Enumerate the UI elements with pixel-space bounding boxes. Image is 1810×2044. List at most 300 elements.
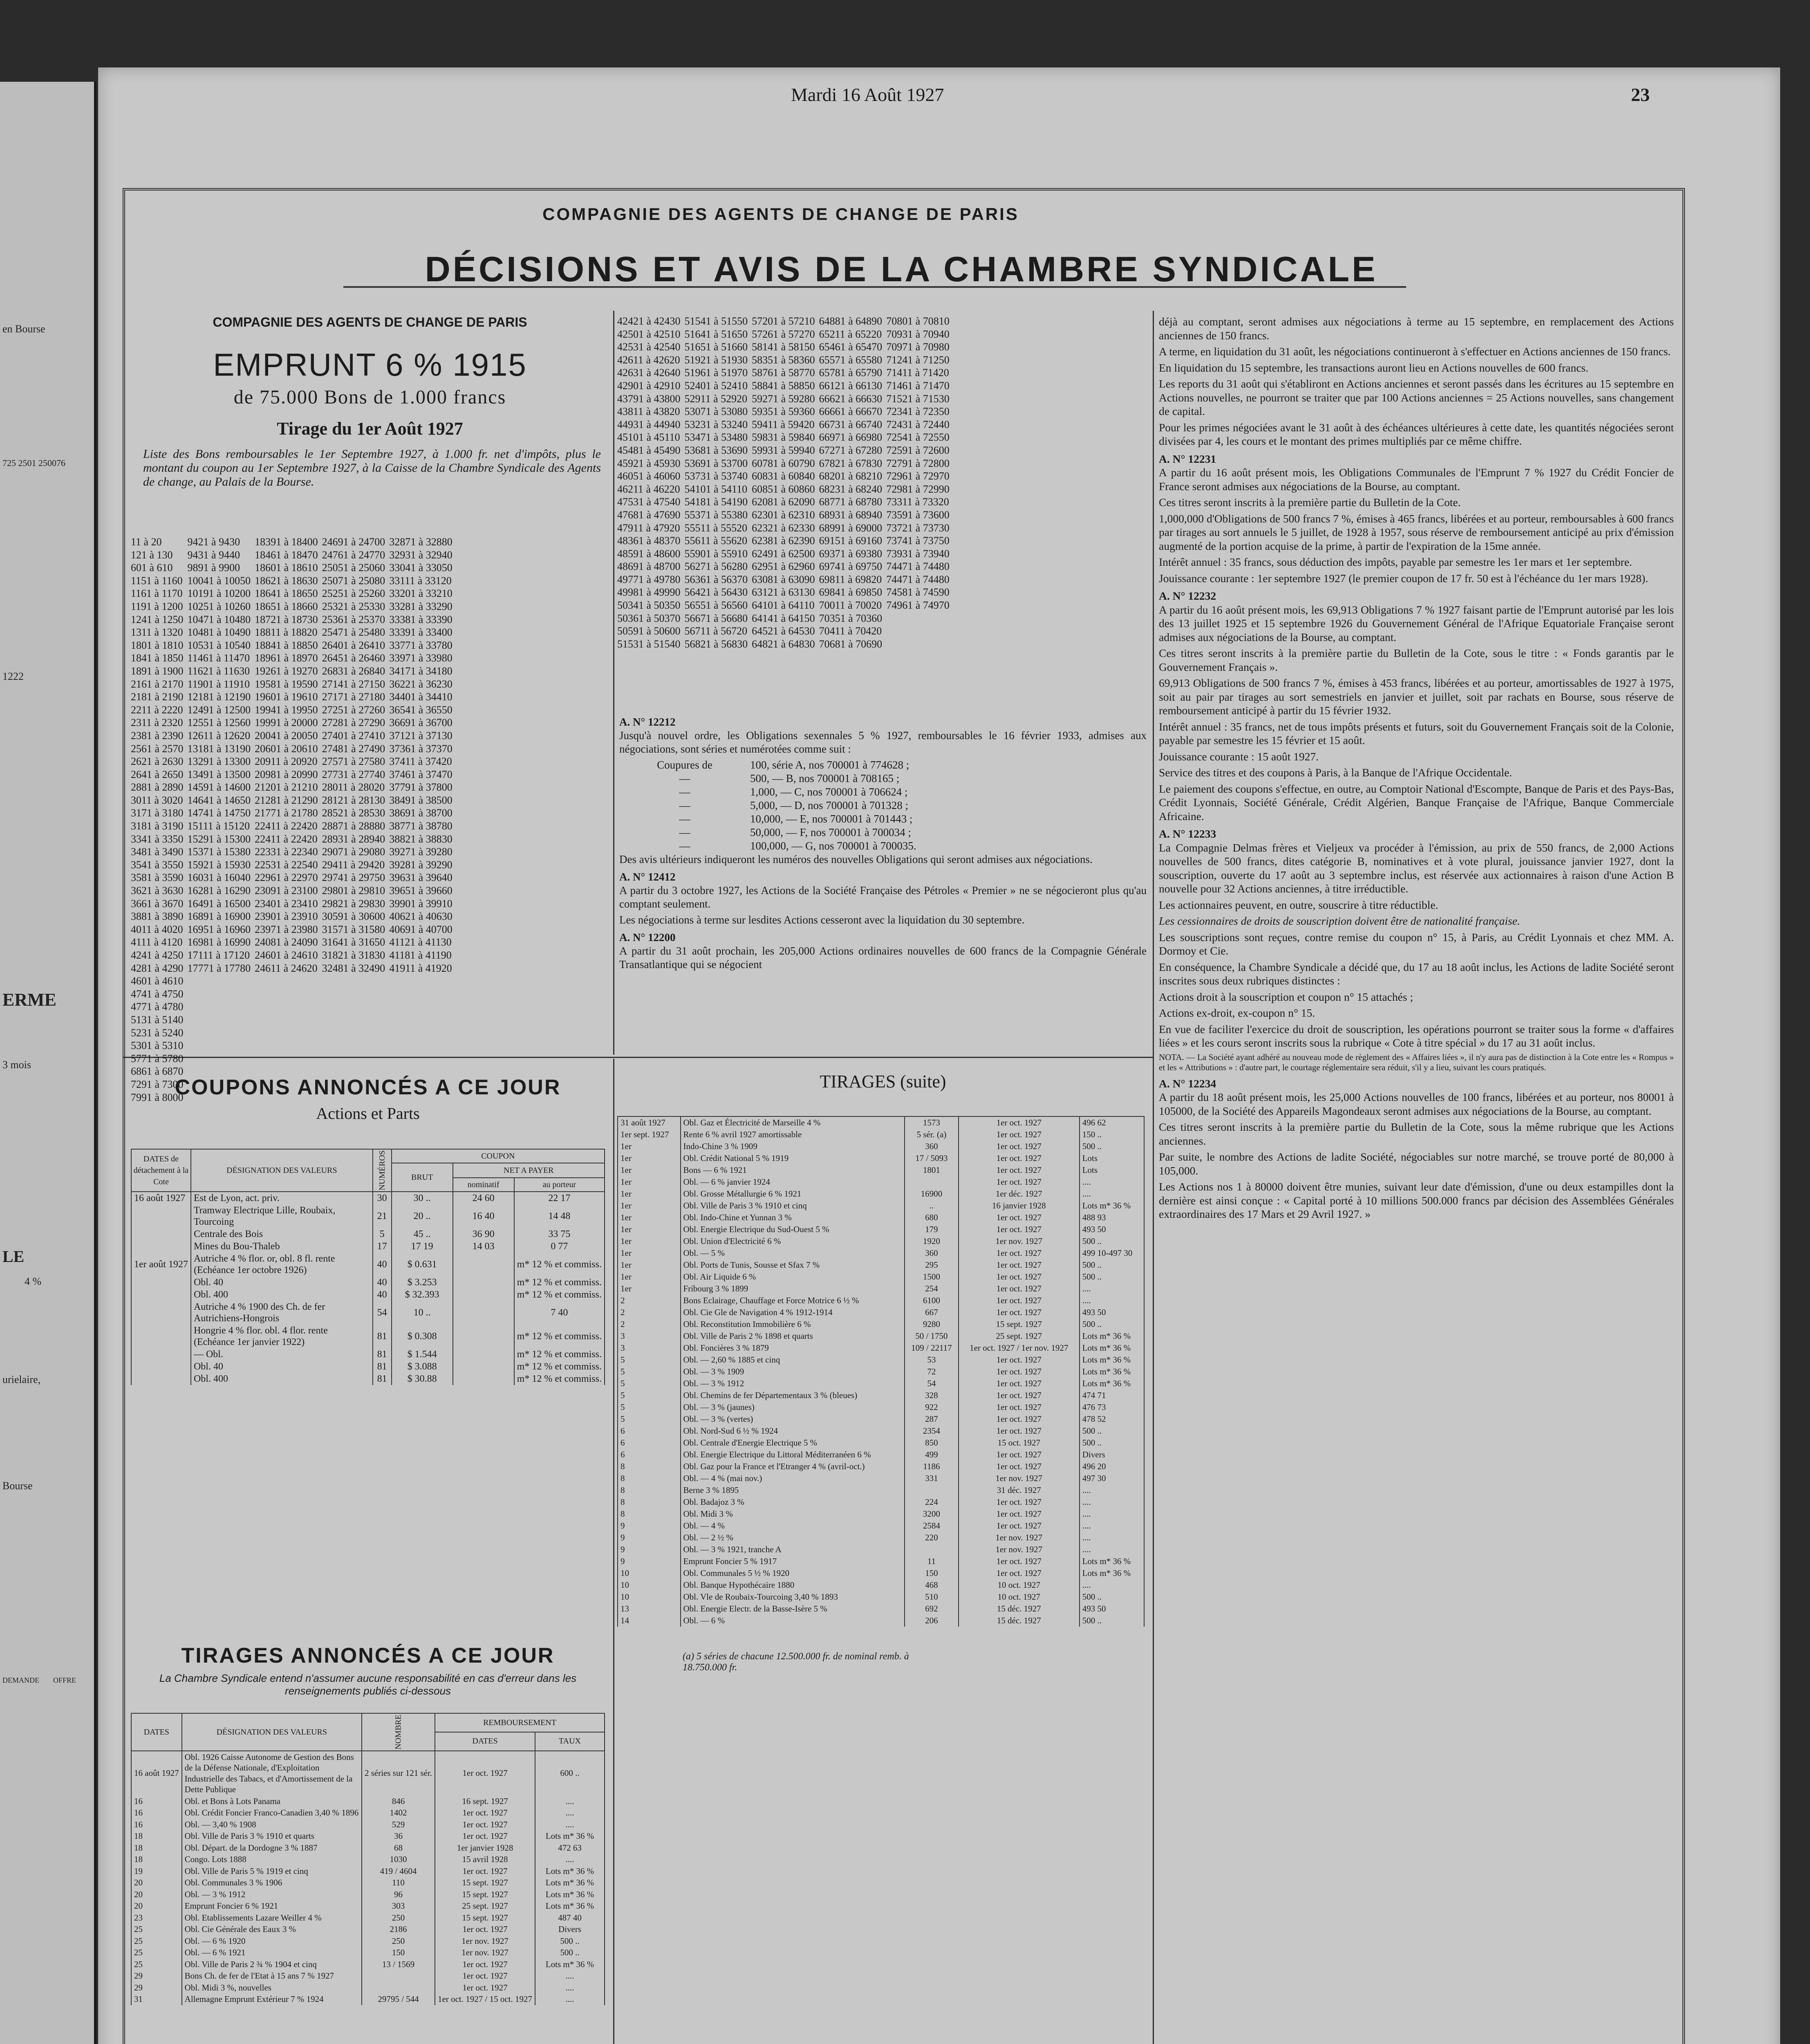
table-row: [131, 1853, 605, 1865]
bond-number-range: 22961 à 22970: [255, 872, 318, 884]
bond-number-range: 68931 à 68940: [819, 509, 883, 521]
cell-date-remb: 1er oct. 1927: [959, 1508, 1080, 1520]
cell-brut: 30 ..: [392, 1192, 453, 1204]
table-row: [131, 1982, 605, 1994]
cell-taux: 150 ..: [1080, 1129, 1144, 1141]
bond-number-range: 70411 à 70420: [819, 625, 882, 637]
bond-number-range: 54101 à 54110: [684, 483, 748, 495]
prev-page-fragment: 1222: [2, 670, 24, 682]
cell-taux: Lots m* 36 %: [535, 1900, 605, 1912]
avis-text: A partir du 16 août présent mois, les 69,913 Obligations 7 % 1927 faisant partie de l'Emprunt autorisé par les lois des 13 juillet 1925 et 15 septembre 1926 du Gouvernement Général de l'Afrique Equatoriale Française seront admises aux négociations de la Bourse, au comptant.: [1159, 603, 1674, 643]
bond-number-range: 23091 à 23100: [255, 885, 318, 897]
cell-designation: Bons Eclairage, Chauffage et Force Motrice 6 ½ %: [681, 1295, 905, 1307]
bond-number-range: 121 à 130: [131, 549, 173, 561]
prev-page-fragment: 4 %: [25, 1275, 42, 1287]
cell-nombre: 499: [905, 1449, 959, 1461]
cell-taux: ....: [535, 1807, 605, 1819]
cell-date: 10: [618, 1579, 681, 1591]
avis-text: Service des titres et des coupons à Paris, à la Banque de l'Afrique Occidentale.: [1159, 766, 1512, 779]
bond-number-range: 24601 à 24610: [255, 949, 318, 961]
bond-number-range: 18961 à 18970: [255, 652, 318, 664]
bond-number-range: 56821 à 56830: [684, 638, 748, 650]
bond-number-range: 13181 à 13190: [187, 742, 251, 755]
cell-nominatif: [453, 1301, 514, 1325]
bond-number-range: 60831 à 60840: [752, 470, 815, 482]
bond-number-range: 41911 à 41920: [389, 962, 452, 974]
series-row: [619, 785, 1147, 799]
bond-number-range: 16981 à 16990: [187, 936, 251, 948]
number-range-column: [131, 536, 184, 1104]
cell-date: 1er août 1927: [131, 1253, 191, 1276]
bond-number-range: 64141 à 64150: [752, 612, 815, 624]
cell-date-remb: 1er oct. 1927: [959, 1425, 1080, 1437]
bond-number-range: 4771 à 4780: [131, 1001, 184, 1013]
table-row: [618, 1283, 1144, 1295]
cell-designation: Obl. — 3 % 1921, tranche A: [681, 1544, 905, 1555]
cell-taux: Lots m* 36 %: [1080, 1378, 1144, 1390]
cell-nominatif: [453, 1289, 514, 1301]
bond-number-range: 22411 à 22420: [255, 820, 318, 832]
bond-number-range: 51641 à 51650: [684, 328, 748, 340]
table-row: [131, 1970, 605, 1982]
coupons-table-body: [131, 1192, 605, 1385]
bond-number-range: 39631 à 39640: [389, 872, 452, 884]
bond-number-range: 42501 à 42510: [617, 328, 681, 340]
cell-designation: Obl. — 4 %: [681, 1520, 905, 1532]
cell-designation: — Obl.: [191, 1348, 373, 1360]
bond-number-range: 39901 à 39910: [389, 897, 452, 910]
company-name: COMPAGNIE DES AGENTS DE CHANGE DE PARIS: [542, 204, 1019, 224]
cell-taux: 487 40: [535, 1912, 605, 1924]
cell-taux: Lots m* 36 %: [1080, 1342, 1144, 1354]
bond-number-range: 28121 à 28130: [322, 794, 385, 806]
bond-number-range: 12491 à 12500: [187, 704, 251, 716]
cell-date: 31: [131, 1993, 182, 2005]
cell-date-remb: 1er oct. 1927: [435, 1865, 535, 1877]
col-header-nombre: NOMBRE: [362, 1713, 435, 1751]
cell-date: 1er: [618, 1188, 681, 1200]
bond-number-range: 71241 à 71250: [886, 354, 950, 366]
cell-designation: Obl. — 2,60 % 1885 et cinq: [681, 1354, 905, 1366]
bond-number-range: 74471 à 74480: [886, 560, 950, 573]
bond-number-range: 51921 à 51930: [684, 354, 748, 366]
table-row: [618, 1366, 1144, 1378]
cell-date: 10: [618, 1567, 681, 1579]
bond-number-range: 10191 à 10200: [187, 587, 251, 600]
cell-taux: 600 ..: [535, 1751, 605, 1795]
bond-number-range: 70681 à 70690: [819, 638, 883, 650]
cell-designation: Obl. Ville de Paris 3 % 1910 et quarts: [182, 1830, 362, 1842]
cell-designation: Obl. — 6 %: [681, 1615, 905, 1627]
bond-number-range: 70931 à 70940: [886, 328, 950, 340]
avis-text: Les reports du 31 août qui s'établiront en Actions anciennes et seront passés dans les écritures au 15 septembre en Actions nouvelles, ne pourront se traiter que par 100 Actions anciennes = 25 Actions nouvelles, sans changement de capital.: [1159, 377, 1674, 417]
bond-number-range: 42421 à 42430: [617, 315, 681, 327]
cell-designation: Obl. Communales 3 % 1906: [182, 1877, 362, 1889]
cell-date: 2: [618, 1295, 681, 1307]
cell-taux: 478 52: [1080, 1413, 1144, 1425]
cell-designation: Obl. — 5 %: [681, 1247, 905, 1259]
bond-number-range: 601 à 610: [131, 562, 173, 574]
bond-number-range: 26451 à 26460: [322, 652, 385, 664]
bond-number-range: 27481 à 27490: [322, 742, 385, 755]
col-header-dates-remb: DATES: [435, 1732, 535, 1751]
bond-number-range: 24611 à 24620: [255, 962, 318, 974]
bond-number-range: 72431 à 72440: [886, 418, 950, 430]
cell-designation: Obl. Reconstitution Immobilière 6 %: [681, 1318, 905, 1330]
cell-date: 2: [618, 1307, 681, 1318]
bond-number-range: 29741 à 29750: [322, 872, 385, 884]
bond-number-range: 43811 à 43820: [617, 406, 680, 418]
bond-number-range: 2161 à 2170: [131, 678, 184, 690]
cell-numero: 5: [373, 1228, 392, 1240]
tirages-suite-title: TIRAGES (suite): [820, 1071, 946, 1091]
bond-number-range: 10531 à 10540: [187, 639, 251, 651]
cell-date: 20: [131, 1889, 182, 1901]
bond-number-range: 55611 à 55620: [684, 535, 748, 547]
cell-date: [131, 1276, 191, 1289]
bond-number-range: 2211 à 2220: [131, 704, 183, 716]
cell-date-remb: 1er oct. 1927: [959, 1271, 1080, 1283]
bond-number-range: 67821 à 67830: [819, 457, 883, 469]
bond-number-range: 58141 à 58150: [752, 341, 815, 353]
avis-12412-text: A partir du 3 octobre 1927, les Actions de la Société Française des Pétroles « Premier » ne se négocieront plus qu'au comptant seulement.: [619, 884, 1147, 910]
cell-designation: Obl. Badajoz 3 %: [681, 1496, 905, 1508]
tirages-suite-table: [617, 1116, 1145, 1627]
cell-nombre: 109 / 22117: [905, 1342, 959, 1354]
table-row: [618, 1437, 1144, 1449]
bond-number-range: 19581 à 19590: [255, 678, 318, 690]
cell-taux: 497 30: [1080, 1472, 1144, 1484]
cell-taux: 500 ..: [1080, 1437, 1144, 1449]
cell-nombre: 295: [905, 1259, 959, 1271]
cell-date: 1er: [618, 1224, 681, 1235]
series-range: 500, — B, nos 700001 à 708165 ;: [750, 772, 900, 784]
bond-number-range: 59931 à 59940: [752, 444, 815, 456]
bond-number-range: 27401 à 27410: [322, 729, 385, 742]
bond-number-range: 52911 à 52920: [684, 392, 748, 405]
avis-12212-footer: Des avis ultérieurs indiqueront les numéros des nouvelles Obligations qui seront admises aux négociations.: [619, 853, 1093, 865]
bond-number-range: 53681 à 53690: [684, 444, 748, 456]
avis-12200-text: A partir du 31 août prochain, les 205,000 Actions ordinaires nouvelles de 600 francs de la Compagnie Générale Transatlantique qui se négocient: [619, 945, 1147, 970]
tirages-title: TIRAGES ANNONCÉS A CE JOUR: [181, 1644, 555, 1667]
bond-number-range: 65571 à 65580: [819, 354, 883, 366]
cell-designation: Autriche 4 % flor. or, obl. 8 fl. rente (Echéance 1er octobre 1926): [191, 1253, 373, 1276]
cell-brut: $ 0.631: [392, 1253, 453, 1276]
bond-number-range: 5771 à 5780: [131, 1052, 184, 1065]
avis-text: Les souscriptions sont reçues, contre remise du coupon n° 15, à Paris, au Crédit Lyonnais et chez MM. A. Dormoy et Cie.: [1159, 930, 1674, 957]
bond-number-range: 66731 à 66740: [819, 418, 883, 430]
cell-designation: Hongrie 4 % flor. obl. 4 flor. rente (Echéance 1er janvier 1922): [191, 1325, 373, 1348]
cell-date: 1er sept. 1927: [618, 1129, 681, 1141]
bond-number-range: 23971 à 23980: [255, 923, 318, 935]
cell-date: 5: [618, 1413, 681, 1425]
cell-date-remb: 1er oct. 1927: [959, 1283, 1080, 1295]
cell-date-remb: 1er oct. 1927: [959, 1259, 1080, 1271]
table-row: [131, 1228, 605, 1240]
bond-number-range: 16891 à 16900: [187, 910, 251, 923]
table-row: [618, 1579, 1144, 1591]
cell-date: [131, 1360, 191, 1373]
bond-number-range: 70351 à 70360: [819, 612, 883, 624]
cell-date: 16 août 1927: [131, 1751, 182, 1795]
cell-date-remb: 1er oct. 1927: [959, 1152, 1080, 1164]
avis-text: Ces titres seront inscrits à la première partie du Bulletin de la Cote.: [1159, 496, 1461, 509]
bond-number-range: 4741 à 4750: [131, 988, 184, 1000]
bond-number-range: 4241 à 4250: [131, 949, 184, 961]
bond-number-range: 2621 à 2630: [131, 755, 184, 768]
tirages-table-wrap: [131, 1713, 609, 2005]
bond-number-range: 25321 à 25330: [322, 600, 385, 612]
table-row: [131, 1993, 605, 2005]
series-row: [619, 772, 1147, 785]
cell-date-remb: 1er oct. 1927: [435, 1970, 535, 1982]
cell-designation: Berne 3 % 1895: [681, 1484, 905, 1496]
bond-number-range: 39281 à 39290: [389, 858, 452, 871]
table-row: [618, 1413, 1144, 1425]
avis-text: Actions droit à la souscription et coupon n° 15 attachés ;: [1159, 990, 1413, 1003]
col-header-designation: DÉSIGNATION DES VALEURS: [182, 1713, 362, 1751]
emprunt-title: EMPRUNT 6 % 1915: [213, 347, 527, 383]
cell-taux: 500 ..: [1080, 1591, 1144, 1603]
table-row: [131, 1807, 605, 1819]
cell-designation: Obl. Union d'Electricité 6 %: [681, 1235, 905, 1247]
bond-number-range: 2881 à 2890: [131, 781, 184, 793]
cell-date: 1er: [618, 1152, 681, 1164]
cell-date-remb: 1er nov. 1927: [959, 1544, 1080, 1555]
cell-date-remb: 1er oct. 1927: [959, 1390, 1080, 1401]
bond-number-range: 56361 à 56370: [684, 573, 748, 585]
bond-number-range: 29801 à 29810: [322, 885, 385, 897]
cell-date: 16 août 1927: [131, 1192, 191, 1204]
number-range-column: [188, 536, 251, 1104]
bond-number-range: 72791 à 72800: [886, 457, 950, 469]
cell-date: 8: [618, 1472, 681, 1484]
bond-number-range: 25361 à 25370: [322, 613, 385, 625]
cell-taux: Lots m* 36 %: [535, 1865, 605, 1877]
cell-brut: 20 ..: [392, 1204, 453, 1228]
table-row: [618, 1532, 1144, 1544]
cell-nombre: 53: [905, 1354, 959, 1366]
bond-number-range: 50341 à 50350: [617, 599, 681, 612]
table-row: [618, 1508, 1144, 1520]
cell-date-remb: 31 déc. 1927: [959, 1484, 1080, 1496]
cell-designation: Obl. — 2 ½ %: [681, 1532, 905, 1544]
cell-date-remb: 15 sept. 1927: [435, 1877, 535, 1889]
bond-number-range: 69741 à 69750: [819, 560, 883, 573]
cell-nominatif: 14 03: [453, 1240, 514, 1253]
bond-number-range: 41181 à 41190: [389, 949, 452, 961]
cell-taux: ....: [535, 1993, 605, 2005]
obligation-series-list: [619, 758, 1147, 853]
cell-numero: 30: [373, 1192, 392, 1204]
bond-number-range: 56711 à 56720: [684, 625, 748, 637]
bond-number-range: 2311 à 2320: [131, 717, 183, 729]
bond-number-range: 56551 à 56560: [684, 599, 748, 612]
table-row: [618, 1129, 1144, 1141]
table-row: [618, 1401, 1144, 1413]
table-row: [618, 1461, 1144, 1472]
cell-nombre: 254: [905, 1283, 959, 1295]
cell-date-remb: 15 déc. 1927: [959, 1603, 1080, 1615]
bond-number-range: 7291 à 7300: [131, 1078, 184, 1090]
bond-number-range: 4111 à 4120: [131, 936, 183, 948]
bond-number-range: 2381 à 2390: [131, 729, 184, 742]
cell-designation: Obl. 40: [191, 1360, 373, 1373]
bond-number-range: 25071 à 25080: [322, 574, 385, 587]
cell-numero: 40: [373, 1253, 392, 1276]
avis-text: 1,000,000 d'Obligations de 500 francs 7 %, émises à 465 francs, libérées et au porteur, remboursables à 600 francs par tirages au sort annuels le 5 juillet, de 1928 à 1957, sous réserve de remboursement anticipé au prix d'émission augmenté de la portion acquise de la prime, à partir de l'expiration de la 15me année.: [1159, 512, 1674, 552]
bond-number-range: 57201 à 57210: [752, 315, 815, 327]
cell-taux: 476 73: [1080, 1401, 1144, 1413]
bond-number-range: 12551 à 12560: [187, 717, 251, 729]
tirages-subtitle: La Chambre Syndicale entend n'assumer aucune responsabilité en cas d'erreur dans les renseignements publiés ci-dessous: [159, 1672, 577, 1697]
bond-number-range: 51541 à 51550: [684, 315, 748, 327]
cell-date-remb: 16 sept. 1927: [435, 1795, 535, 1807]
cell-nombre: 2186: [362, 1923, 435, 1935]
cell-date-remb: 1er oct. 1927 / 15 oct. 1927: [435, 1993, 535, 2005]
bond-number-range: 5231 à 5240: [131, 1026, 184, 1039]
cell-taux: Lots m* 36 %: [535, 1959, 605, 1970]
cell-date-remb: 1er oct. 1927: [959, 1354, 1080, 1366]
prev-page-fragment: ERME: [2, 990, 56, 1010]
cell-nombre: 96: [362, 1889, 435, 1901]
cell-nombre: 1030: [362, 1853, 435, 1865]
cell-nombre: 16900: [905, 1188, 959, 1200]
table-row: [131, 1935, 605, 1947]
cell-date: [131, 1228, 191, 1240]
cell-designation: Obl. — 3 % 1912: [182, 1889, 362, 1901]
cell-taux: ....: [535, 1853, 605, 1865]
table-row: [618, 1354, 1144, 1366]
cell-numero: 54: [373, 1301, 392, 1325]
table-row: [131, 1819, 605, 1831]
series-range: 5,000, — D, nos 700001 à 701328 ;: [750, 799, 908, 811]
bond-number-range: 5301 à 5310: [131, 1040, 184, 1052]
cell-nombre: 667: [905, 1307, 959, 1318]
cell-date: 1er: [618, 1271, 681, 1283]
bond-number-range: 72591 à 72600: [886, 444, 950, 456]
bond-number-range: 62491 à 62500: [752, 547, 815, 560]
cell-date: 14: [618, 1615, 681, 1627]
bond-number-range: 58351 à 58360: [752, 354, 815, 366]
avis-text: La Compagnie Delmas frères et Vieljeux va procéder à l'émission, au prix de 550 francs, de 2,000 Actions nouvelles de 500 francs, dites catégorie B, nominatives et à vote plural, jouissance janvier 1927, dont la souscription, ouverte du 17 août au 3 septembre inclus, est réservée aux actionnaires à raison d'une Action B nouvelle pour 32 Actions anciennes, à titre irréductible.: [1159, 841, 1674, 895]
cell-taux: 496 62: [1080, 1116, 1144, 1129]
avis-text: Intérêt annuel : 35 francs, net de tous impôts présents et futurs, soit du Gouvernement Français soit de la Colonie, payable par semestre les 15 février et 15 août.: [1159, 720, 1674, 746]
bond-number-range: 9891 à 9900: [187, 562, 240, 574]
cell-porteur: m* 12 % et commiss.: [514, 1276, 605, 1289]
cell-date-remb: 1er oct. 1927: [435, 1751, 535, 1795]
cell-designation: Obl. Energie Electrique du Sud-Ouest 5 %: [681, 1224, 905, 1235]
bond-number-range: 25471 à 25480: [322, 626, 385, 639]
column-rule: [613, 1059, 614, 2044]
cell-nombre: 13 / 1569: [362, 1959, 435, 1970]
cell-taux: 496 20: [1080, 1461, 1144, 1472]
cell-nombre: 250: [362, 1912, 435, 1924]
cell-date: 8: [618, 1461, 681, 1472]
cell-porteur: 22 17: [514, 1192, 605, 1204]
table-row: [618, 1390, 1144, 1401]
bond-number-range: 3171 à 3180: [131, 807, 184, 819]
table-row: [618, 1472, 1144, 1484]
bond-number-range: 33201 à 33210: [389, 587, 452, 600]
cell-designation: Obl. 400: [191, 1289, 373, 1301]
cell-taux: 500 ..: [535, 1947, 605, 1959]
bond-number-range: 10481 à 10490: [187, 626, 251, 639]
bond-number-list-continued: [617, 315, 950, 650]
cell-taux: 500 ..: [1080, 1615, 1144, 1627]
cell-date-remb: 1er nov. 1927: [959, 1235, 1080, 1247]
cell-date: [131, 1204, 191, 1228]
bond-number-range: 18461 à 18470: [255, 549, 318, 561]
cell-designation: Obl. Grosse Métallurgie 6 % 1921: [681, 1188, 905, 1200]
series-row: [619, 758, 1147, 772]
previous-page-edge: [0, 82, 96, 2044]
table-row: [131, 1289, 605, 1301]
cell-date: [131, 1325, 191, 1348]
bond-number-range: 15111 à 15120: [187, 820, 250, 832]
cell-date-remb: 15 sept. 1927: [435, 1889, 535, 1901]
cell-brut: $ 30.88: [392, 1373, 453, 1385]
cell-date: [131, 1289, 191, 1301]
avis-text: A terme, en liquidation du 31 août, les négociations continueront à s'effectuer en Actions anciennes de 150 francs.: [1159, 345, 1671, 358]
bond-number-range: 67271 à 67280: [819, 444, 883, 456]
bond-number-range: 18721 à 18730: [255, 613, 318, 625]
col-header-taux: TAUX: [535, 1732, 605, 1751]
cell-date-remb: 1er oct. 1927: [959, 1449, 1080, 1461]
table-row: [131, 1301, 605, 1325]
avis-text: Intérêt annuel : 35 francs, sous déduction des impôts, payable par semestre les 1er mars et 1er septembre.: [1159, 556, 1632, 568]
cell-nombre: 224: [905, 1496, 959, 1508]
cell-designation: Obl. Midi 3 %: [681, 1508, 905, 1520]
cell-nominatif: [453, 1348, 514, 1360]
cell-date: 1er: [618, 1283, 681, 1295]
bond-number-range: 74581 à 74590: [886, 586, 950, 598]
cell-taux: ....: [1080, 1579, 1144, 1591]
bond-number-range: 68231 à 68240: [819, 483, 883, 495]
cell-date-remb: 1er oct. 1927: [959, 1224, 1080, 1235]
bond-number-range: 14741 à 14750: [187, 807, 251, 819]
cell-designation: Obl. Ville de Paris 2 ¾ % 1904 et cinq: [182, 1959, 362, 1970]
cell-nombre: 17 / 5093: [905, 1152, 959, 1164]
bond-number-range: 69151 à 69160: [819, 535, 883, 547]
emprunt-subtitle: de 75.000 Bons de 1.000 francs: [233, 386, 506, 408]
cell-date-remb: 15 oct. 1927: [959, 1437, 1080, 1449]
bond-number-range: 46211 à 46220: [617, 483, 680, 495]
bond-number-range: 73721 à 73730: [886, 522, 950, 534]
avis-text: Pour les primes négociées avant le 31 août à des échéances ultérieures à cette date, les quantités négociées seront divisées par 4, les cours et le montant des primes multipliés par ce même chiffre.: [1159, 421, 1674, 447]
bond-number-range: 53731 à 53740: [684, 470, 748, 482]
table-row: [618, 1496, 1144, 1508]
cell-date-remb: 1er oct. 1927: [959, 1129, 1080, 1141]
cell-nombre: 303: [362, 1900, 435, 1912]
bond-number-range: 37411 à 37420: [389, 755, 452, 768]
cell-date: 18: [131, 1842, 182, 1854]
series-row: [619, 812, 1147, 826]
prev-page-fragment: urielaire,: [2, 1374, 41, 1385]
cell-taux: 500 ..: [1080, 1271, 1144, 1283]
table-row: [618, 1591, 1144, 1603]
bond-number-range: 32481 à 32490: [322, 962, 385, 974]
cell-taux: 474 71: [1080, 1390, 1144, 1401]
cell-taux: ....: [535, 1819, 605, 1831]
bond-number-range: 37361 à 37370: [389, 742, 452, 755]
cell-nombre: 220: [905, 1532, 959, 1544]
cell-taux: Divers: [1080, 1449, 1144, 1461]
cell-porteur: m* 12 % et commiss.: [514, 1289, 605, 1301]
bond-number-range: 4011 à 4020: [131, 923, 183, 935]
bond-number-range: 20911 à 20920: [255, 755, 318, 768]
bond-number-range: 10251 à 10260: [187, 600, 251, 612]
